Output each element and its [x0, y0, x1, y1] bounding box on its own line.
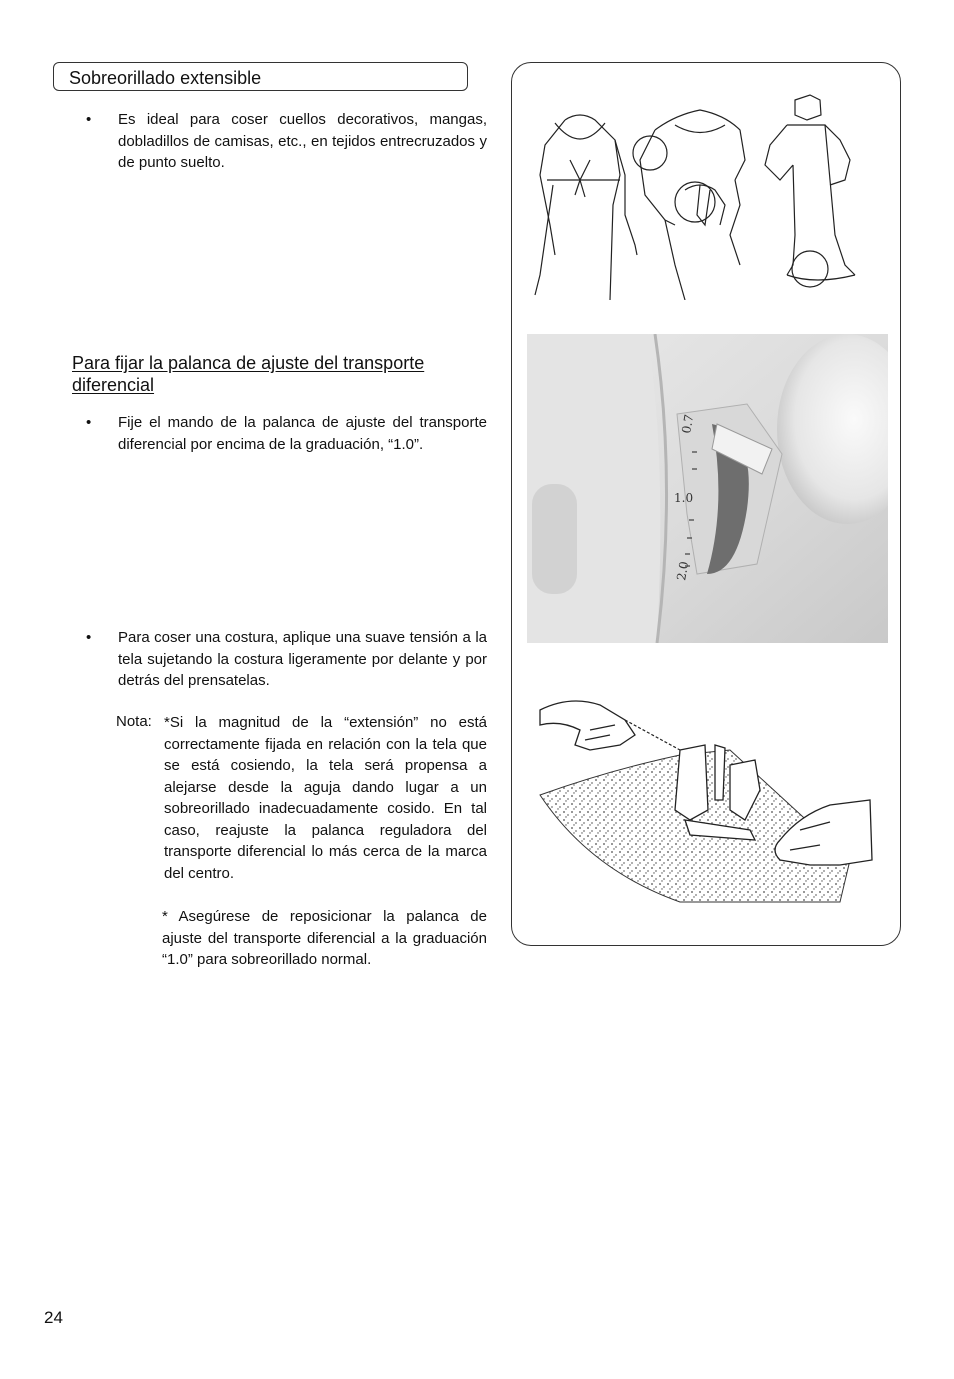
reposition-note: * Asegúrese de reposicionar la palanca de ajuste del transporte diferencial a la graduación “1.0” para sobreorillado normal. — [162, 908, 487, 968]
heading-line-1: Para fijar la palanca de ajuste del transporte — [72, 353, 425, 373]
garments-illustration — [525, 85, 887, 300]
note-text: *Si la magnitud de la “extensión” no está correctamente fijada en relación con la tela que se está cosiendo, la tela será propensa a alejarse desde la aguja dando lugar a un sobreorillado inadecuadamente cosido. En tal caso, reajuste la palanca reguladora del transporte diferencial lo más cerca de la marca del centro. — [164, 714, 487, 882]
bullet-marker: • — [86, 111, 92, 128]
bullet-marker: • — [86, 414, 92, 431]
bullet-marker: • — [86, 629, 92, 646]
dial-label-middle: 1.0 — [674, 491, 694, 505]
differential-feed-lever-photo — [527, 334, 888, 643]
dial-label-top: 0.7 — [679, 413, 697, 435]
sewing-hands-illustration — [530, 690, 875, 905]
heading-line-2: diferencial — [72, 375, 155, 395]
note-label: Nota: — [116, 713, 152, 730]
paragraph-sew-seam: Para coser una costura, aplique una suave tensión a la tela sujetando la costura ligeramente por delante y por detrás del prensatelas. — [118, 629, 487, 689]
dial-label-bottom: 2.0 — [674, 560, 692, 582]
paragraph-ideal-use: Es ideal para coser cuellos decorativos, mangas, dobladillos de camisas, etc., en tejidos entrecruzados y de punto suelto. — [118, 111, 487, 171]
paragraph-set-lever: Fije el mando de la palanca de ajuste del transporte diferencial por encima de la graduación, “1.0”. — [118, 414, 487, 453]
section-title: Sobreorillado extensible — [69, 68, 262, 88]
section-title-box — [53, 62, 468, 91]
page-number: 24 — [44, 1308, 63, 1327]
section-heading-differential — [72, 352, 486, 396]
